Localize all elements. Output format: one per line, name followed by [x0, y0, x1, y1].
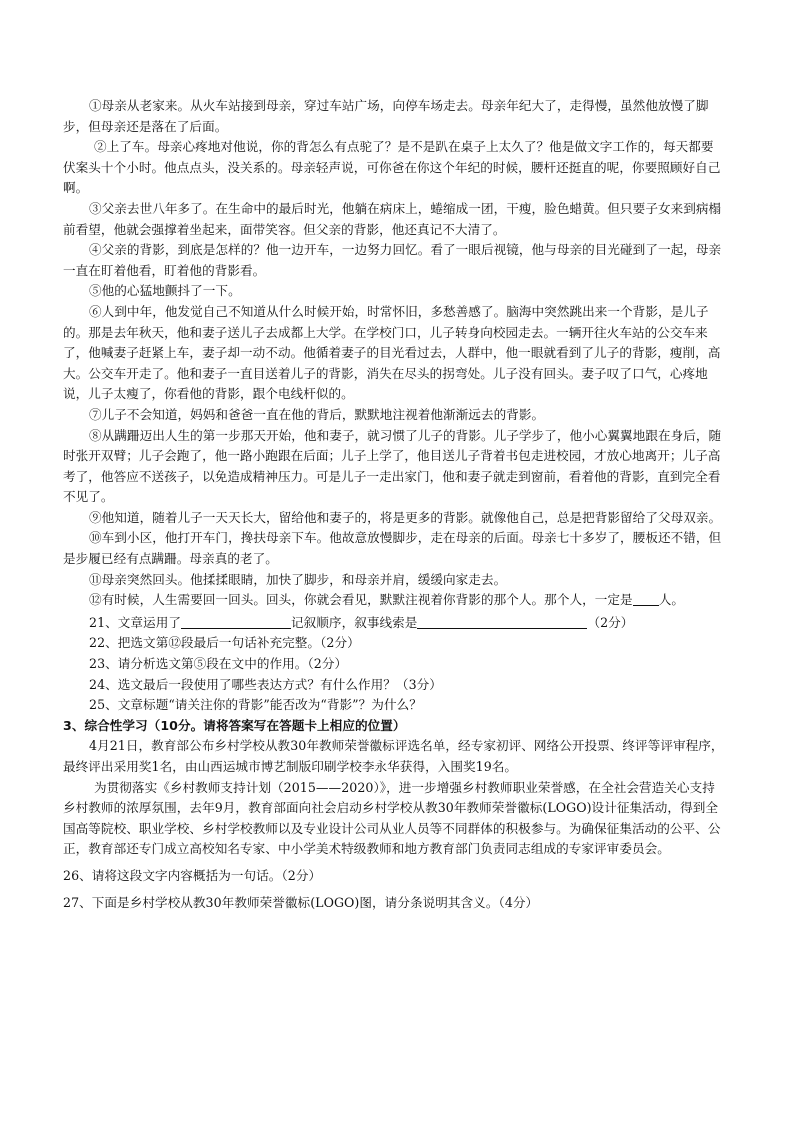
answer-blank-21-order[interactable] — [181, 614, 291, 629]
question-26: 26、请将这段文字内容概括为一句话。（2分） — [63, 867, 322, 883]
passage-paragraph-9: ⑨他知道，随着儿子一天天长大，留给他和妻子的，将是更多的背影。就像他自己，总是把背影留给了父母双亲。 — [89, 509, 722, 525]
section-3-paragraph-1: 4月21日，教育部公布乡村学校从教30年教师荣誉徽标评选名单，经专家初评、网络公开投票、终评等评审程序，最终评出采用奖1名，由山西运城市博艺制版印刷学校李永华获得，入围奖19名。 — [63, 738, 724, 774]
passage-paragraph-3: ③父亲去世八年多了。在生命中的最后时光，他躺在病床上，蜷缩成一团，干瘦，脸色蜡黄。但只要子女来到病榻前看望，他就会强撑着坐起来，面带笑容。但父亲的背影，他还真记不大清了。 — [63, 200, 722, 237]
question-24: 24、选文最后一段使用了哪些表达方式？有什么作用？（3分） — [89, 676, 442, 692]
paragraph-12-text: ⑫有时候，人生需要回一回头。回头，你就会看见，默默注视着你背影的那个人。那个人，一定是 — [89, 592, 633, 608]
q21-part-a: 21、文章运用了 — [89, 614, 181, 630]
passage-paragraph-4: ④父亲的背影，到底是怎样的？他一边开车，一边努力回忆。看了一眼后视镜，他与母亲的目光碰到了一起，母亲一直在盯着他看，盯着他的背影看。 — [63, 242, 722, 278]
q21-part-c: （2分） — [587, 614, 634, 630]
question-21 — [63, 613, 725, 634]
passage-paragraph-5: ⑤他的心猛地颤抖了一下。 — [89, 283, 241, 299]
q21-part-b: 记叙顺序，叙事线索是 — [291, 614, 418, 630]
passage-paragraph-2: ②上了车。母亲心疼地对他说，你的背怎么有点驼了？是不是趴在桌子上太久了？他是做文字工作的，每天都要伏案头十个小时。他点点头，没关系的。母亲轻声说，可你爸在你这个年纪的时候，腰杆还挺直的呢，你要照顾好自己啊。 — [63, 139, 721, 196]
question-23: 23、请分析选文第⑤段在文中的作用。（2分） — [89, 656, 348, 672]
passage-paragraph-6: ⑥人到中年，他发觉自己不知道从什么时候开始，时常怀旧，多愁善感了。脑海中突然跳出来一个背影，是儿子的。那是去年秋天，他和妻子送儿子去成都上大学。在学校门口，儿子转身向校园走去。一辆开往火车站的公交车来了，他喊妻子赶紧上车，妻子却一动不动。他循着妻子的目光看过去，人群中，他一眼就看到了儿子的背影，瘦削，高大。公交车开走了。他和妻子一直目送着儿子的背影，消失在尽头的拐弯处。儿子没有回头。妻子叹了口气，心疼地说，儿子太瘦了，你看他的背影，跟个电线杆似的。 — [63, 303, 721, 402]
answer-blank-12[interactable] — [633, 591, 659, 606]
passage-paragraph-11: ⑪母亲突然回头。他揉揉眼睛，加快了脚步，和母亲并肩，缓缓向家走去。 — [89, 571, 507, 587]
passage-paragraph-1: ①母亲从老家来。从火车站接到母亲，穿过车站广场，向停车场走去。母亲年纪大了，走得慢，虽然他放慢了脚步，但母亲还是落在了后面。 — [63, 98, 709, 134]
section-3-heading: 3、综合性学习（10分。请将答案写在答题卡上相应的位置） — [63, 717, 406, 733]
answer-blank-21-clue[interactable] — [417, 614, 587, 629]
page-content — [63, 96, 725, 913]
passage-paragraph-12 — [63, 590, 725, 611]
question-22: 22、把选文第⑫段最后一句话补充完整。（2分） — [89, 635, 360, 651]
passage-paragraph-7: ⑦儿子不会知道，妈妈和爸爸一直在他的背后，默默地注视着他渐渐远去的背影。 — [89, 406, 545, 422]
passage-paragraph-10: ⑩车到小区，他打开车门，搀扶母亲下车。他故意放慢脚步，走在母亲的后面。母亲七十多岁了，腰板还不错，但是步履已经有点蹒跚。母亲真的老了。 — [63, 530, 722, 567]
paragraph-12-end: 人。 — [658, 592, 684, 608]
section-3-paragraph-2: 为贯彻落实《乡村教师支持计划（2015——2020）》，进一步增强乡村教师职业荣誉感，在全社会营造关心支持乡村教师的浓厚氛围，去年9月，教育部面向社会启动乡村学校从教30年教师荣誉徽标(LOGO)设计征集活动，得到全国高等院校、职业学校、乡村学校教师以及专业设计公司从业人员等不同群体的积极参与。为确保征集活动的公平、公正，教育部还专门成立高校知名专家、中小学美术特级教师和地方教育部门负责同志组成的专家评审委员会。 — [63, 779, 721, 857]
question-25: 25、文章标题“请关注你的背影”能否改为“背影”？为什么？ — [89, 697, 422, 713]
question-27: 27、下面是乡村学校从教30年教师荣誉徽标(LOGO)图，请分条说明其含义。（4分） — [63, 894, 539, 910]
passage-paragraph-8: ⑧从蹒跚迈出人生的第一步那天开始，他和妻子，就习惯了儿子的背影。儿子学步了，他小心翼翼地跟在身后，随时张开双臂；儿子会跑了，他一路小跑跟在后面；儿子上学了，他目送儿子背着书包走进校园，才放心地离开；儿子高考了，他答应不送孩子，以免造成精神压力。可是儿子一走出家门，他和妻子就走到窗前，看着他的背影，直到完全看不见了。 — [63, 427, 722, 505]
